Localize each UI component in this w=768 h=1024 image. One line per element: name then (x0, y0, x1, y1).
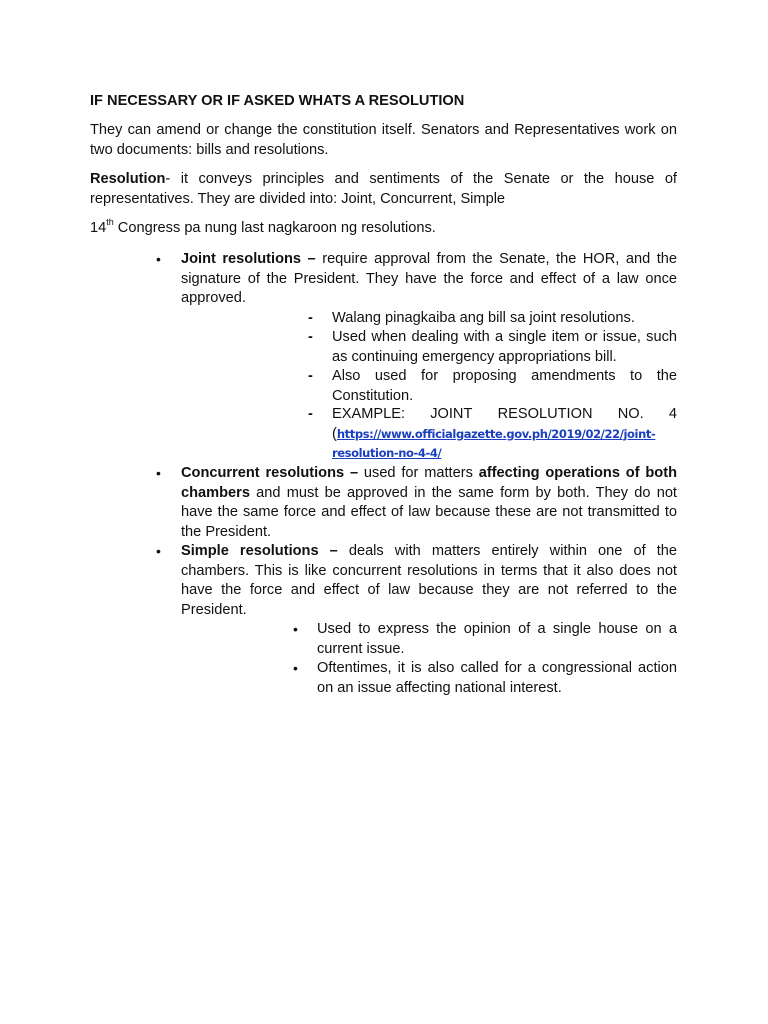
dash-icon: - (308, 368, 313, 384)
bullet-icon: • (156, 543, 161, 559)
simple-subitem-1 (90, 620, 677, 659)
bullet-icon: • (293, 660, 298, 676)
simple-text: deals with matters entirely within one of the chambers. This is like concurrent resolutions in terms that it also does not have the force and effect of law because they are not referred to the President. (181, 543, 677, 618)
resolution-definition (90, 170, 677, 209)
dash-icon: - (308, 406, 313, 422)
list-item-simple (90, 542, 677, 620)
congress-number: 14 (90, 220, 107, 236)
simple-term: Simple resolutions – (181, 543, 338, 559)
section-heading: IF NECESSARY OR IF ASKED WHATS A RESOLUTION (90, 93, 465, 109)
joint-description (181, 250, 677, 309)
example-word: EXAMPLE: (332, 406, 405, 422)
dash-icon: - (308, 310, 313, 326)
bullet-icon: • (156, 465, 161, 481)
open-paren: ( (332, 425, 337, 442)
joint-resolution-link[interactable]: https://www.officialgazette.gov.ph/2019/02/22/joint-resolution-no-4-4/ (332, 426, 656, 460)
list-item-joint (90, 250, 677, 309)
joint-subitem-3 (90, 367, 677, 406)
simple-description (181, 542, 677, 620)
joint-subitem-text: Walang pinagkaiba ang bill sa joint resolutions. (332, 310, 635, 326)
joint-subitem-example (90, 405, 677, 463)
joint-subitem-text: Used when dealing with a single item or issue, such as continuing emergency appropriations bill. (332, 329, 677, 365)
intro-paragraph: They can amend or change the constitution itself. Senators and Representatives work on two documents: bills and resolutions. (90, 122, 677, 158)
joint-term: Joint resolutions – (181, 251, 316, 267)
simple-subitem-2 (90, 659, 677, 698)
joint-text: require approval from the Senate, the HOR, and the signature of the President. They have the force and effect of a law once approved. (181, 251, 677, 306)
joint-subitem-1 (90, 309, 677, 329)
example-word: 4 (668, 406, 677, 422)
congress-ordinal-suffix: th (106, 217, 114, 228)
example-word: NO. (617, 406, 644, 422)
congress-note (90, 219, 677, 239)
example-link-line (332, 425, 677, 463)
simple-subitem-text: Oftentimes, it is also called for a congressional action on an issue affecting national interest. (317, 660, 677, 696)
congress-note-text: Congress pa nung last nagkaroon ng resolutions. (113, 220, 436, 236)
example-word: JOINT (430, 406, 473, 422)
bullet-icon: • (156, 251, 161, 267)
concurrent-text-rest: and must be approved in the same form by both. They do not have the same force and effect of law because these are not transmitted to the President. (181, 484, 677, 540)
joint-subitem-text: Also used for proposing amendments to the Constitution. (332, 368, 677, 404)
resolution-term: Resolution (90, 171, 166, 187)
concurrent-text: used for matters (358, 465, 479, 481)
dash-icon: - (308, 329, 313, 345)
concurrent-term: Concurrent resolutions – (181, 465, 359, 481)
joint-subitem-2 (90, 328, 677, 367)
list-item-concurrent (90, 464, 677, 542)
simple-subitem-text: Used to express the opinion of a single house on a current issue. (317, 621, 677, 657)
concurrent-description (181, 464, 677, 542)
example-word: RESOLUTION (497, 406, 593, 422)
bullet-icon: • (293, 621, 298, 637)
concurrent-emphasis: affecting operations of both chambers (181, 465, 677, 501)
resolution-definition-text: - it conveys principles and sentiments of the Senate or the house of representatives. They are divided into: Joint, Concurrent, Simple (90, 171, 677, 207)
example-heading-line (332, 405, 677, 425)
joint-example (332, 405, 677, 463)
